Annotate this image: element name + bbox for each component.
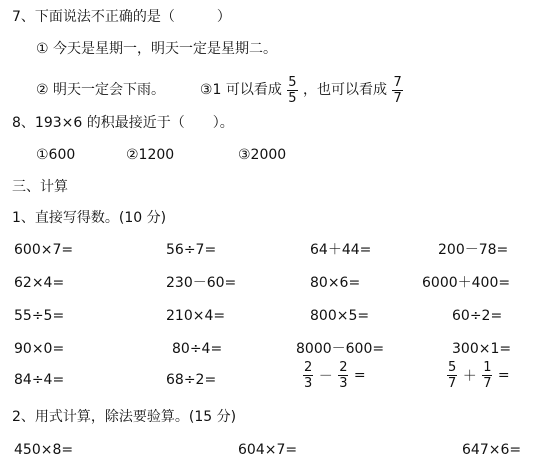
vertical-calc-3: 647×6= [462, 442, 522, 458]
expr-r3-c2: 210×4= [166, 308, 226, 324]
equals-sign: = [497, 367, 510, 384]
question-7-option-1: ① 今天是星期一，明天一定是星期二。 [36, 41, 277, 57]
question-7-option-3-mid: ，也可以看成 [303, 82, 388, 98]
question-7-stem: 7、下面说法不正确的是（ ） [12, 9, 231, 25]
expr-r1-c2: 56÷7= [166, 242, 217, 258]
expr-r2-c3: 80×6= [310, 275, 361, 291]
fraction-2-3-a: $\frac{2}{3}$ [304, 360, 313, 391]
vertical-calc-1: 450×8= [14, 442, 74, 458]
expr-r3-c4: 60÷2= [452, 308, 503, 324]
plus-sign: ＋ [462, 368, 477, 385]
fraction-2-3-b: $\frac{2}{3}$ [339, 360, 348, 391]
expr-r3-c3: 800×5= [310, 308, 370, 324]
expr-r1-c3: 64＋44= [310, 242, 372, 258]
question-7-options-2-3 [36, 72, 404, 108]
section-3-part-1-heading: 1、直接写得数。(10 分) [12, 210, 167, 226]
equals-sign: = [353, 367, 366, 384]
expr-r4-c2: 80÷4= [172, 341, 223, 357]
expr-r4-c1: 90×0= [14, 341, 65, 357]
expr-r2-c1: 62×4= [14, 275, 65, 291]
expr-r5-c1: 84÷4= [14, 372, 65, 388]
question-8-option-3: ③2000 [238, 147, 287, 163]
expr-r1-c4: 200－78= [438, 242, 509, 258]
expr-r4-c4: 300×1= [452, 341, 512, 357]
minus-sign: － [318, 368, 333, 385]
expr-r5-c3 [302, 360, 366, 391]
vertical-calc-2: 604×7= [238, 442, 298, 458]
expr-r4-c3: 8000－600= [296, 341, 385, 357]
expr-r3-c1: 55÷5= [14, 308, 65, 324]
section-3-title: 三、计算 [12, 179, 68, 195]
question-8-option-2: ②1200 [126, 147, 175, 163]
expr-r5-c2: 68÷2= [166, 372, 217, 388]
expr-r5-c4 [446, 360, 510, 391]
expr-r1-c1: 600×7= [14, 242, 74, 258]
expr-r2-c2: 230－60= [166, 275, 237, 291]
fraction-5-7: $\frac{5}{7}$ [448, 360, 457, 391]
question-7-option-3-prefix: ③1 可以看成 [199, 82, 282, 98]
question-8-stem: 8、193×6 的积最接近于（ ）。 [12, 115, 234, 131]
section-3-part-2-heading: 2、用式计算，除法要验算。(15 分) [12, 409, 237, 425]
fraction-7-7: $\frac{7}{7}$ [393, 74, 402, 106]
question-7-option-2: ② 明天一定会下雨。 [36, 82, 166, 98]
expr-r2-c4: 6000＋400= [422, 275, 511, 291]
fraction-5-5: $\frac{5}{5}$ [288, 74, 297, 106]
question-8-option-1: ①600 [36, 147, 76, 163]
fraction-1-7: $\frac{1}{7}$ [483, 360, 492, 391]
